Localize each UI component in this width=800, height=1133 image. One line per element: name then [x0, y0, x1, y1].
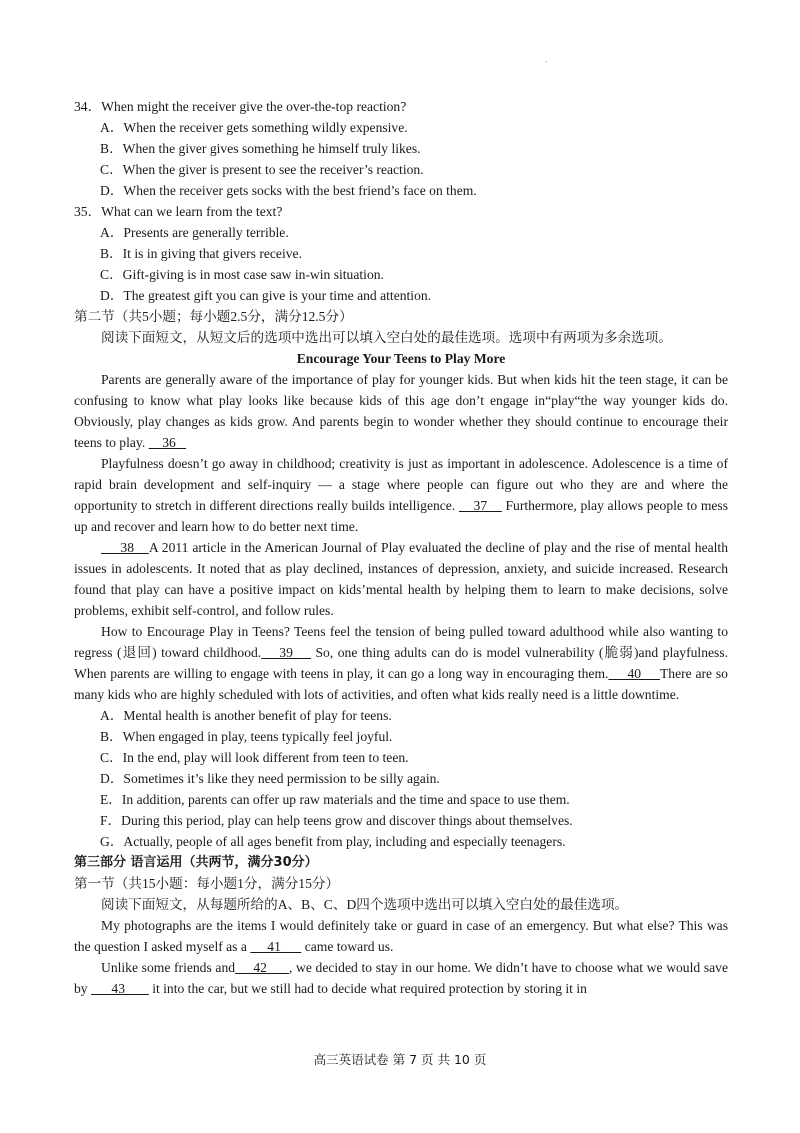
p4-text-b: So, one thing adults can do is model vulnerability (脆弱)and playfulness. When parents are willing to engage with teens in play, it can go a long way in encouraging them. [74, 645, 729, 681]
page-footer: 高三英语试卷 第 7 页 共 10 页 [313, 1052, 487, 1067]
exam-page [74, 96, 728, 999]
q35-option-b: B．It is in giving that givers receive. [100, 246, 302, 261]
cloze-p1-text-b: came toward us. [304, 939, 394, 954]
q34-option-b: B．When the giver gives something he himself truly likes. [100, 141, 421, 156]
blank-39: 39 [261, 645, 311, 660]
s2-option-b: B．When engaged in play, teens typically feel joyful. [100, 729, 393, 744]
s2-option-f: F．During this period, play can help teens grow and discover things about themselves. [100, 813, 573, 828]
cloze-p2-text-c: it into the car, but we still had to decide what required protection by storing it in [152, 981, 587, 996]
blank-42: 42 [235, 960, 289, 975]
q34-option-d: D．When the receiver gets socks with the best friend’s face on them. [100, 183, 477, 198]
q34-option-c: C．When the giver is present to see the receiver’s reaction. [100, 162, 424, 177]
cloze-p2-text-b: , we decided to stay in our home. We didn’t have to choose what we would save by [74, 960, 728, 996]
passage-paragraph-1 [74, 369, 728, 453]
blank-41: 41 [250, 939, 302, 954]
cloze-p1-text-a: My photographs are the items I would definitely take or guard in case of an emergency. But what else? This was the question I asked myself as a [74, 918, 728, 954]
s2-option-a: A．Mental health is another benefit of play for teens. [100, 708, 392, 723]
blank-36: 36 [148, 435, 187, 450]
q34-option-a: A．When the receiver gets something wildly expensive. [100, 120, 408, 135]
question-34: 34．When might the receiver give the over-the-top reaction? [74, 99, 407, 114]
question-35: 35．What can we learn from the text? [74, 204, 283, 219]
section2-instruction: 阅读下面短文，从短文后的选项中选出可以填入空白处的最佳选项。选项中有两项为多余选项。 [101, 330, 672, 345]
p2-text-a: Playfulness doesn’t go away in childhood; creativity is just as important in adolescence. Adolescence is a time of rapid brain development and self-inquiry — a stage where people can figure out who they are and where the opportunity to stretch in different directions really builds intelligence. [74, 456, 728, 513]
cloze-p2-text-a: Unlike some friends and [101, 960, 236, 975]
p1-text: Parents are generally aware of the importance of play for younger kids. But when kids hit the teen stage, it can be confusing to know what play looks like because kids of this age don’t engage in“play“the way younger kids do. Obviously, play changes as kids grow. And parents begin to wonder whether they should continue to encourage their teens to play. [74, 372, 728, 450]
part3-heading: 第三部分 语言运用（共两节，满分30分） [74, 855, 318, 870]
cloze-paragraph-1 [74, 915, 728, 957]
p4-text-a: How to Encourage Play in Teens? Teens feel the tension of being pulled toward adulthood while also wanting to regress (退回) toward childhood. [74, 624, 728, 660]
blank-43: 43 [91, 981, 149, 996]
cloze-paragraph-2 [74, 957, 728, 999]
part3-instruction: 阅读下面短文，从每题所给的A、B、C、D四个选项中选出可以填入空白处的最佳选项。 [101, 897, 629, 912]
q35-option-d: D．The greatest gift you can give is your time and attention. [100, 288, 432, 303]
passage-paragraph-4 [74, 621, 728, 705]
blank-37: 37 [458, 498, 502, 513]
part3-sub-heading: 第一节（共15小题：每小题1分，满分15分） [74, 876, 340, 891]
q35-option-a: A．Presents are generally terrible. [100, 225, 289, 240]
blank-38: 38 [101, 540, 149, 555]
section2-heading: 第二节（共5小题；每小题2.5分，满分12.5分） [74, 309, 353, 324]
passage-title: Encourage Your Teens to Play More [296, 351, 506, 366]
passage-paragraph-2 [74, 453, 728, 537]
s2-option-d: D．Sometimes it’s like they need permission to be silly again. [100, 771, 440, 786]
p3-text: A 2011 article in the American Journal of Play evaluated the decline of play and the rise of mental health issues in adolescents. It noted that as play declined, instances of depression, anxiety, and suicide increased. Research found that play can have a positive impact on kids’mental health by helping them to learn to make decisions, solve problems, exhibit self-control, and follow rules. [74, 540, 728, 618]
p4-text-c: There are so many kids who are highly scheduled with lots of activities, and often what kids really need is a little downtime. [74, 666, 728, 702]
q35-option-c: C．Gift-giving is in most case saw in-win situation. [100, 267, 384, 282]
s2-option-e: E．In addition, parents can offer up raw materials and the time and space to use them. [100, 792, 570, 807]
passage-paragraph-3 [74, 537, 728, 621]
s2-option-g: G．Actually, people of all ages benefit from play, including and especially teenagers. [100, 834, 566, 849]
blank-40: 40 [608, 666, 660, 681]
corner-mark: ` [545, 60, 548, 69]
p2-text-b: Furthermore, play allows people to mess up and recover and learn how to do better next time. [74, 498, 729, 534]
s2-option-c: C．In the end, play will look different from teen to teen. [100, 750, 409, 765]
